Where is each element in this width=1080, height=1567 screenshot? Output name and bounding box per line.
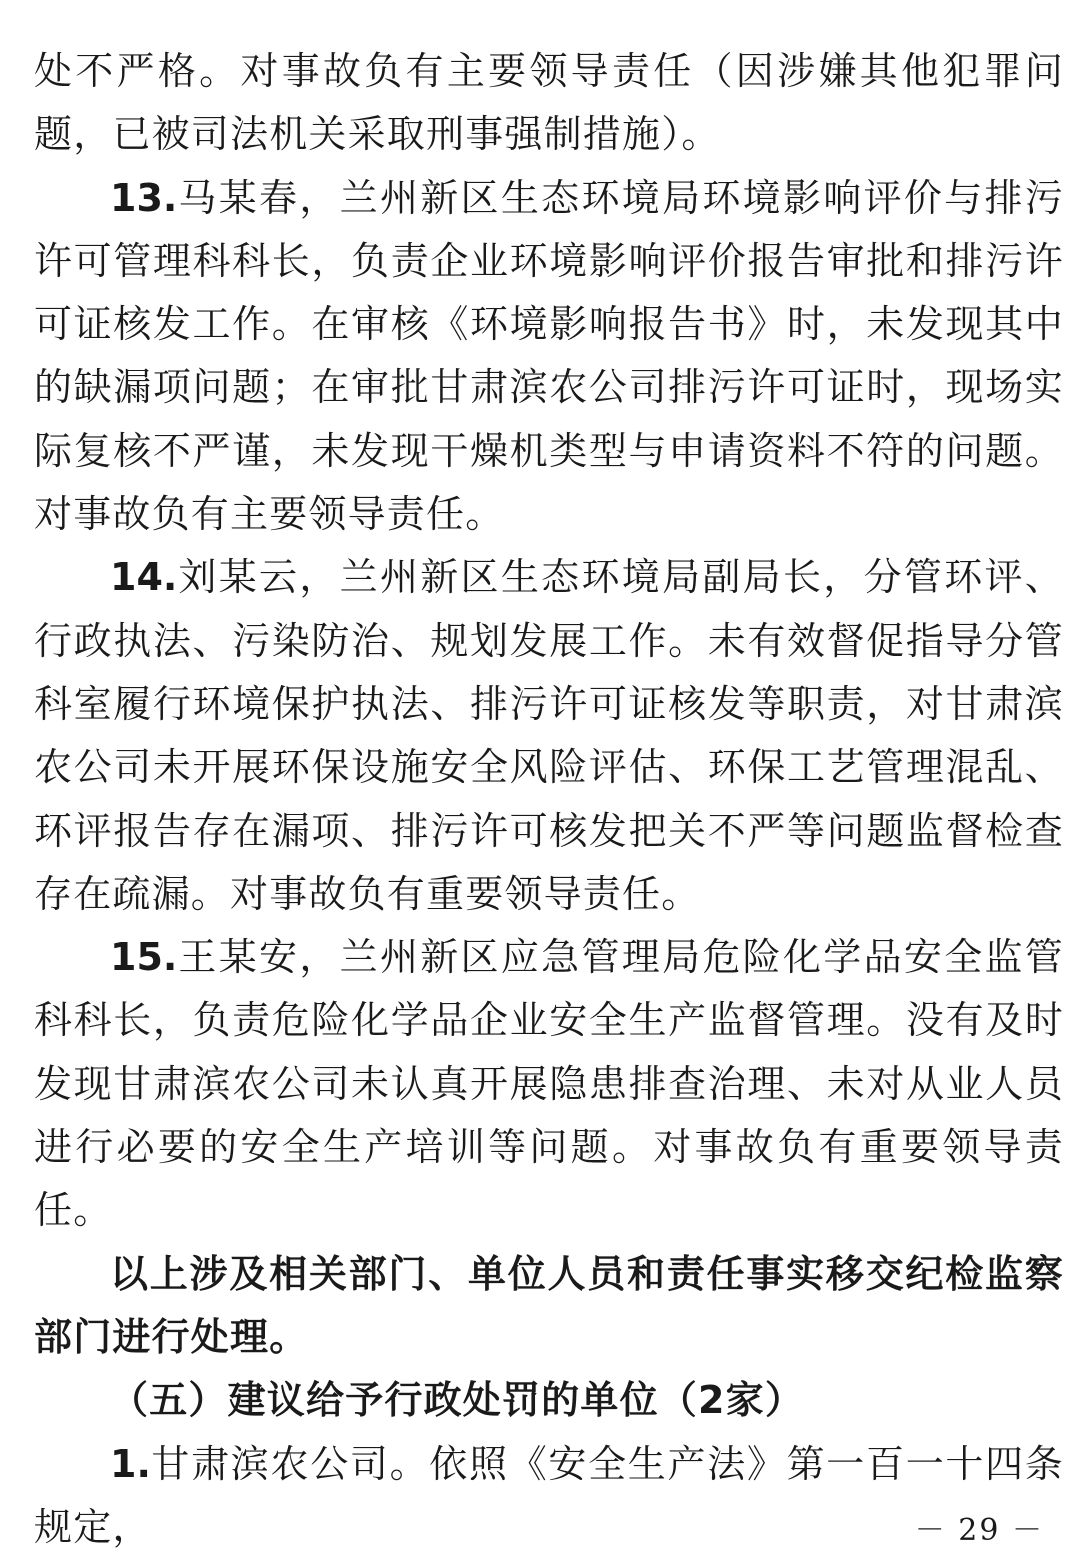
item-number: 13. [110, 175, 178, 220]
paragraph-item-14 [34, 546, 1064, 926]
page-number: － 29 － [914, 1513, 1044, 1548]
item-number: 14. [110, 555, 178, 600]
item-number: 15. [110, 935, 178, 980]
paragraph-continuation [34, 40, 1064, 167]
paragraph-item-15 [34, 926, 1064, 1242]
paragraph-text: 刘某云，兰州新区生态环境局副局长，分管环评、行政执法、污染防治、规划发展工作。未有效督促指导分管科室履行环境保护执法、排污许可证核发等职责，对甘肃滨农公司未开展环保设施安全风险评估、环保工艺管理混乱、环评报告存在漏项、排污许可核发把关不严等问题监督检查存在疏漏。对事故负有重要领导责任。 [34, 555, 1064, 916]
document-page [34, 40, 1064, 1559]
paragraph-item-1 [34, 1433, 1064, 1560]
item-number: 1. [110, 1441, 151, 1486]
paragraph-text: 甘肃滨农公司。依照《安全生产法》第一百一十四条规定， [34, 1441, 1064, 1549]
heading-text: （五）建议给予行政处罚的单位（2家） [110, 1378, 805, 1423]
paragraph-text: 以上涉及相关部门、单位人员和责任事实移交纪检监察部门进行处理。 [34, 1251, 1064, 1359]
paragraph-text: 处不严格。对事故负有主要领导责任（因涉嫌其他犯罪问题，已被司法机关采取刑事强制措施）。 [34, 49, 1064, 157]
section-heading [34, 1369, 1064, 1432]
paragraph-item-13 [34, 167, 1064, 547]
transfer-statement [34, 1243, 1064, 1370]
paragraph-text: 王某安，兰州新区应急管理局危险化学品安全监管科科长，负责危险化学品企业安全生产监督管理。没有及时发现甘肃滨农公司未认真开展隐患排查治理、未对从业人员进行必要的安全生产培训等问题。对事故负有重要领导责任。 [34, 935, 1064, 1233]
paragraph-text: 马某春，兰州新区生态环境局环境影响评价与排污许可管理科科长，负责企业环境影响评价报告审批和排污许可证核发工作。在审核《环境影响报告书》时，未发现其中的缺漏项问题；在审批甘肃滨农公司排污许可证时，现场实际复核不严谨，未发现干燥机类型与申请资料不符的问题。对事故负有主要领导责任。 [34, 175, 1064, 537]
